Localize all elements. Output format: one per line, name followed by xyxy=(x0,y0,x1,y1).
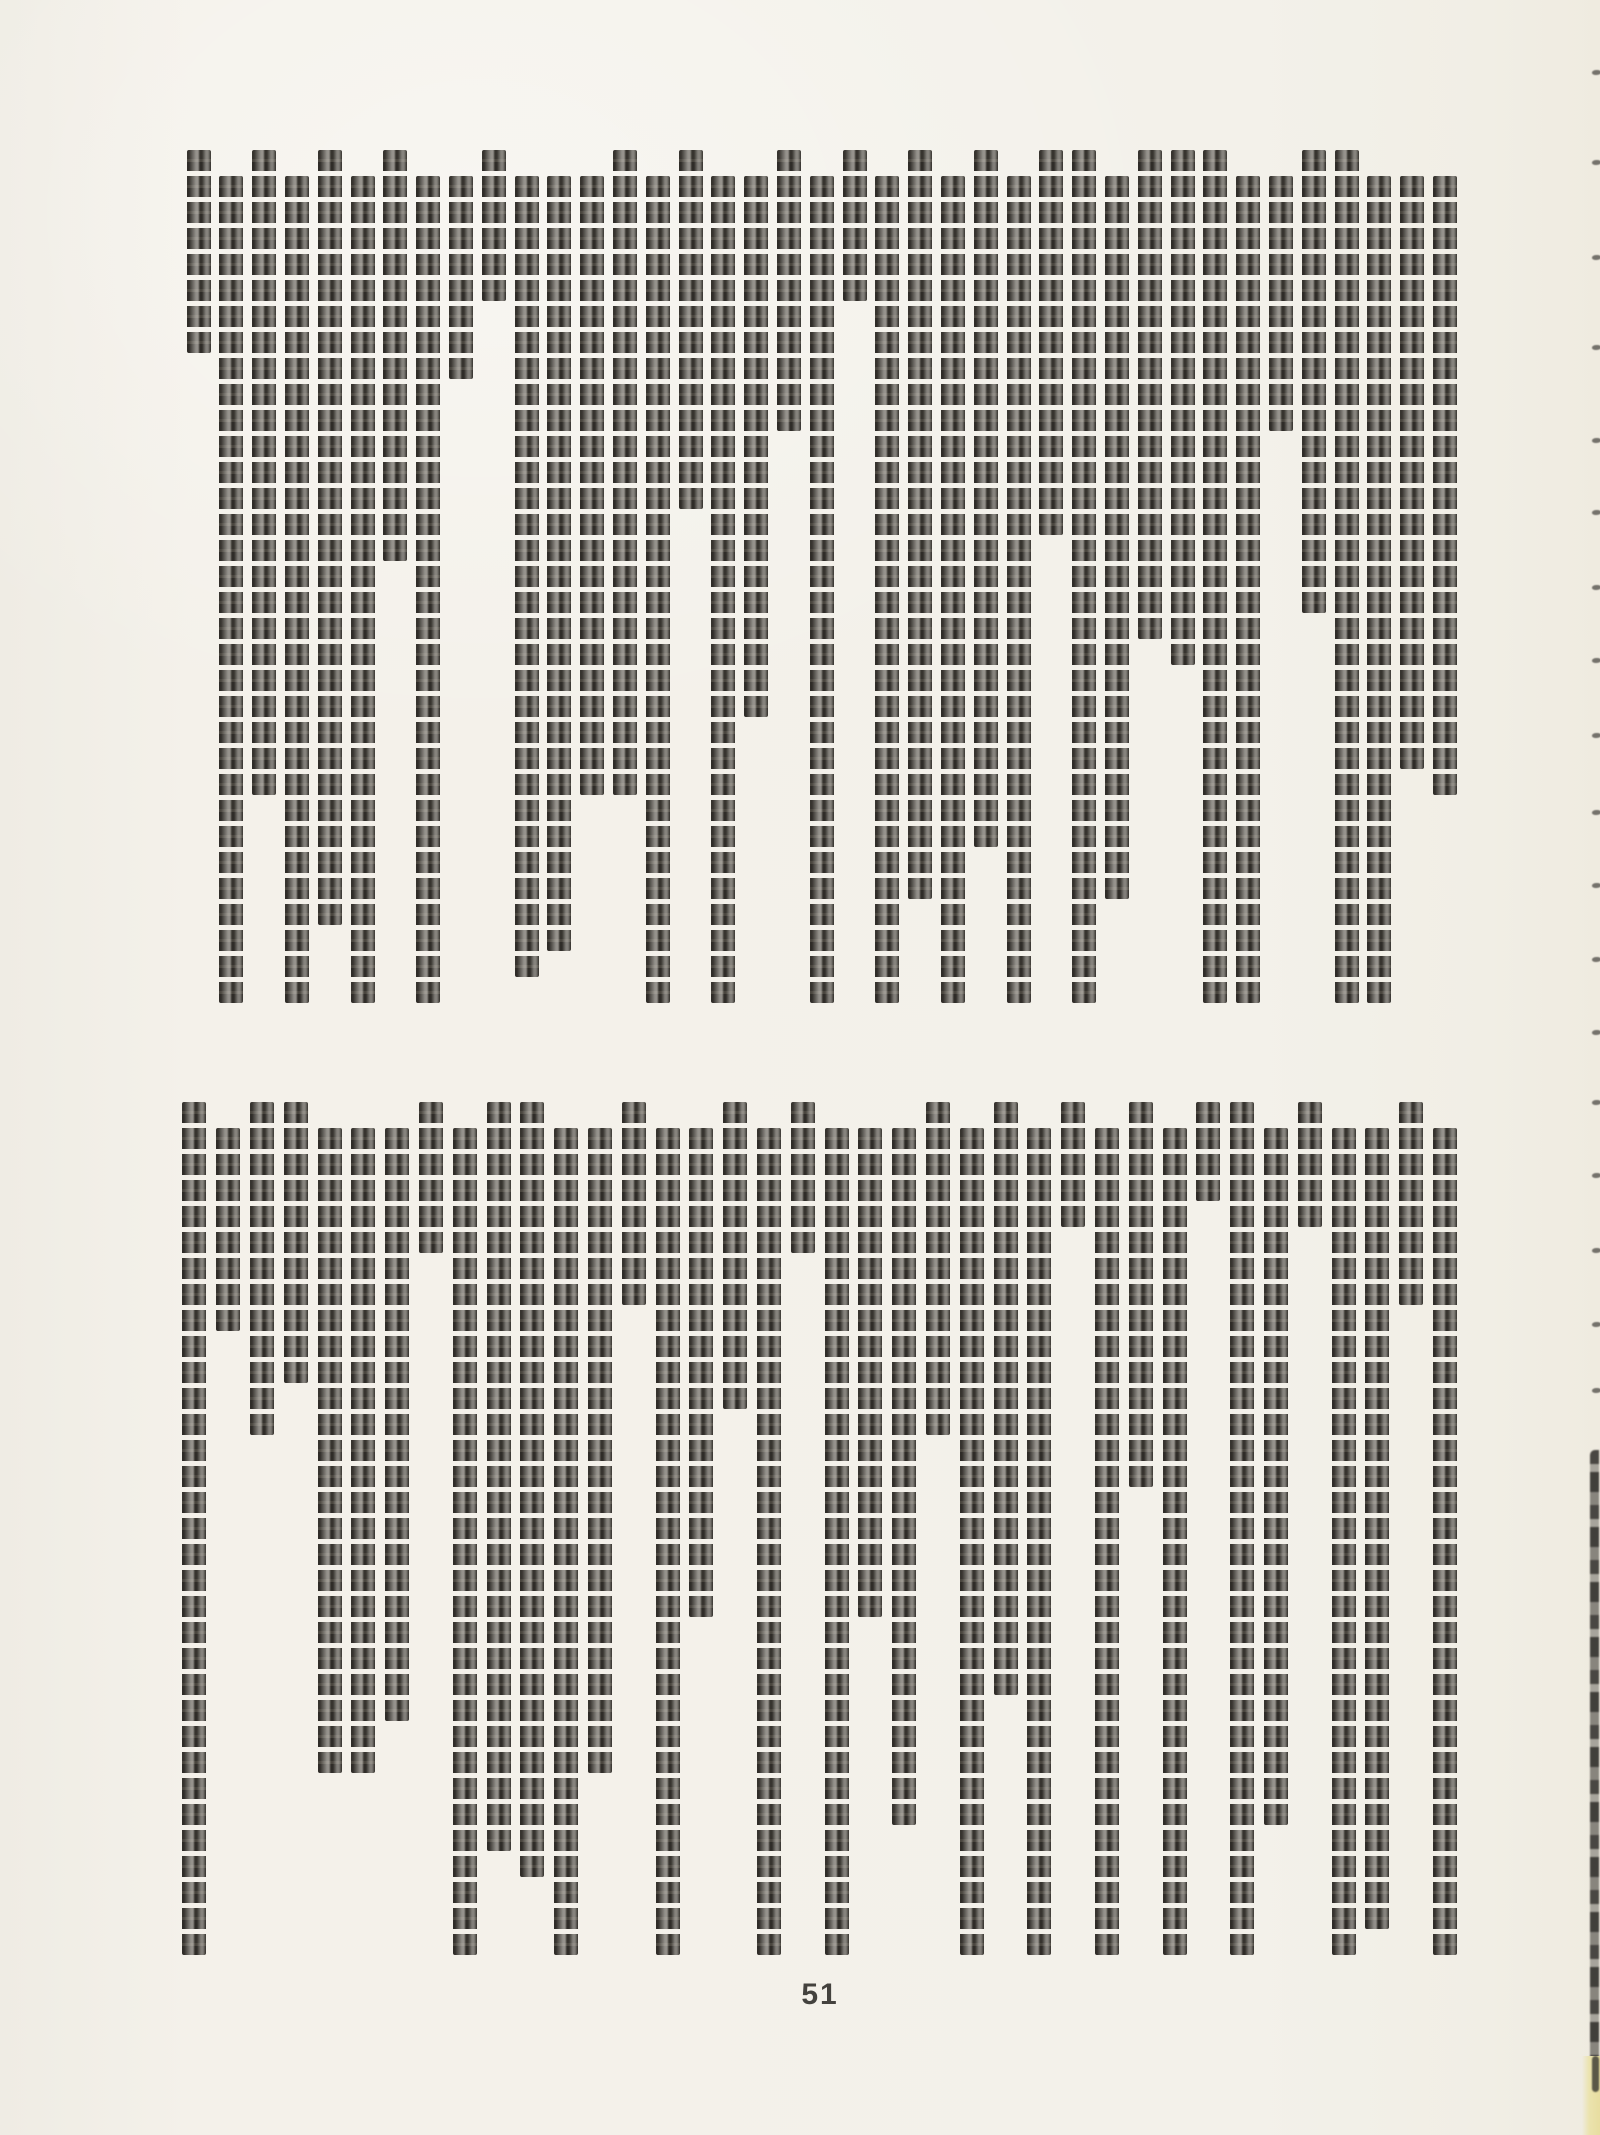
text-column-redacted xyxy=(453,1128,477,1955)
text-column-redacted xyxy=(252,150,276,795)
text-column-redacted xyxy=(1007,176,1031,1003)
text-column-redacted xyxy=(1269,176,1293,431)
scan-edge-tick xyxy=(1592,1030,1600,1035)
scan-edge-streak-end xyxy=(1592,2056,1599,2092)
text-column-redacted xyxy=(1298,1102,1322,1227)
text-column-redacted xyxy=(1171,150,1195,665)
scan-edge-tick xyxy=(1592,585,1600,590)
text-column-redacted xyxy=(723,1102,747,1409)
text-column-redacted xyxy=(1027,1128,1051,1955)
text-column-redacted xyxy=(1399,1102,1423,1305)
text-column-redacted xyxy=(875,176,899,1003)
text-column-redacted xyxy=(1264,1128,1288,1825)
text-column-redacted xyxy=(1039,150,1063,535)
text-column-redacted xyxy=(318,1128,342,1773)
text-column-redacted xyxy=(810,176,834,1003)
scan-edge-tick xyxy=(1592,510,1600,515)
text-column-redacted xyxy=(1433,1128,1457,1955)
text-column-redacted xyxy=(547,176,571,951)
scan-edge-tick xyxy=(1592,1388,1600,1393)
text-column-redacted xyxy=(1367,176,1391,1003)
text-column-redacted xyxy=(960,1128,984,1955)
scan-edge-tick xyxy=(1592,658,1600,663)
text-column-redacted xyxy=(482,150,506,301)
text-column-redacted xyxy=(351,1128,375,1773)
text-column-redacted xyxy=(284,1102,308,1383)
text-column-redacted xyxy=(515,176,539,977)
text-column-redacted xyxy=(285,176,309,1003)
text-column-redacted xyxy=(1105,176,1129,899)
text-column-redacted xyxy=(1365,1128,1389,1929)
text-column-redacted xyxy=(613,150,637,795)
text-column-redacted xyxy=(182,1102,206,1955)
text-column-redacted xyxy=(777,150,801,431)
text-column-redacted xyxy=(1061,1102,1085,1227)
text-column-redacted xyxy=(689,1128,713,1617)
scan-edge-tick xyxy=(1592,345,1600,350)
text-column-redacted xyxy=(622,1102,646,1305)
scan-edge-tick xyxy=(1592,160,1600,165)
text-column-redacted xyxy=(926,1102,950,1435)
text-column-redacted xyxy=(1072,150,1096,1003)
text-column-redacted xyxy=(1163,1128,1187,1955)
scan-edge-streak xyxy=(1590,1450,1599,2090)
text-column-redacted xyxy=(646,176,670,1003)
text-column-redacted xyxy=(385,1128,409,1721)
text-column-redacted xyxy=(825,1128,849,1955)
text-column-redacted xyxy=(711,176,735,1003)
scan-edge-tick xyxy=(1592,438,1600,443)
text-column-redacted xyxy=(1236,176,1260,1003)
text-column-redacted xyxy=(1433,176,1457,795)
text-column-redacted xyxy=(858,1128,882,1617)
scan-edge-tick xyxy=(1592,1322,1600,1327)
scan-edge-tick xyxy=(1592,1100,1600,1105)
text-column-redacted xyxy=(419,1102,443,1253)
text-column-redacted xyxy=(1138,150,1162,639)
text-column-redacted xyxy=(416,176,440,1003)
text-column-redacted xyxy=(449,176,473,379)
text-column-redacted xyxy=(219,176,243,1003)
text-column-redacted xyxy=(908,150,932,899)
text-column-redacted xyxy=(1332,1128,1356,1955)
text-column-redacted xyxy=(1129,1102,1153,1487)
text-column-redacted xyxy=(892,1128,916,1825)
text-column-redacted xyxy=(187,150,211,353)
text-column-redacted xyxy=(994,1102,1018,1695)
text-column-redacted xyxy=(250,1102,274,1435)
text-column-redacted xyxy=(1335,150,1359,1003)
text-column-redacted xyxy=(744,176,768,717)
text-column-redacted xyxy=(318,150,342,925)
scan-edge-tick xyxy=(1592,810,1600,815)
scan-edge-tick xyxy=(1592,1248,1600,1253)
scan-edge-tick xyxy=(1592,255,1600,260)
scan-edge-tick xyxy=(1592,1173,1600,1178)
text-column-redacted xyxy=(487,1102,511,1851)
text-column-redacted xyxy=(580,176,604,795)
text-column-redacted xyxy=(974,150,998,847)
text-column-redacted xyxy=(1302,150,1326,613)
text-column-redacted xyxy=(216,1128,240,1331)
text-column-redacted xyxy=(520,1102,544,1877)
text-column-redacted xyxy=(843,150,867,301)
text-column-redacted xyxy=(351,176,375,1003)
text-column-redacted xyxy=(679,150,703,509)
text-column-redacted xyxy=(554,1128,578,1955)
text-column-redacted xyxy=(1400,176,1424,769)
text-column-redacted xyxy=(1095,1128,1119,1955)
text-column-redacted xyxy=(791,1102,815,1253)
text-column-redacted xyxy=(757,1128,781,1955)
scan-edge-tick xyxy=(1592,883,1600,888)
scan-edge-tick xyxy=(1592,733,1600,738)
text-column-redacted xyxy=(383,150,407,561)
scan-edge-tick xyxy=(1592,70,1600,75)
scan-edge-tick xyxy=(1592,957,1600,962)
text-column-redacted xyxy=(941,176,965,1003)
text-column-redacted xyxy=(1230,1102,1254,1955)
text-column-redacted xyxy=(1203,150,1227,1003)
text-column-redacted xyxy=(588,1128,612,1773)
text-column-redacted xyxy=(1196,1102,1220,1201)
page-number: 51 xyxy=(801,1978,839,2011)
text-column-redacted xyxy=(656,1128,680,1955)
